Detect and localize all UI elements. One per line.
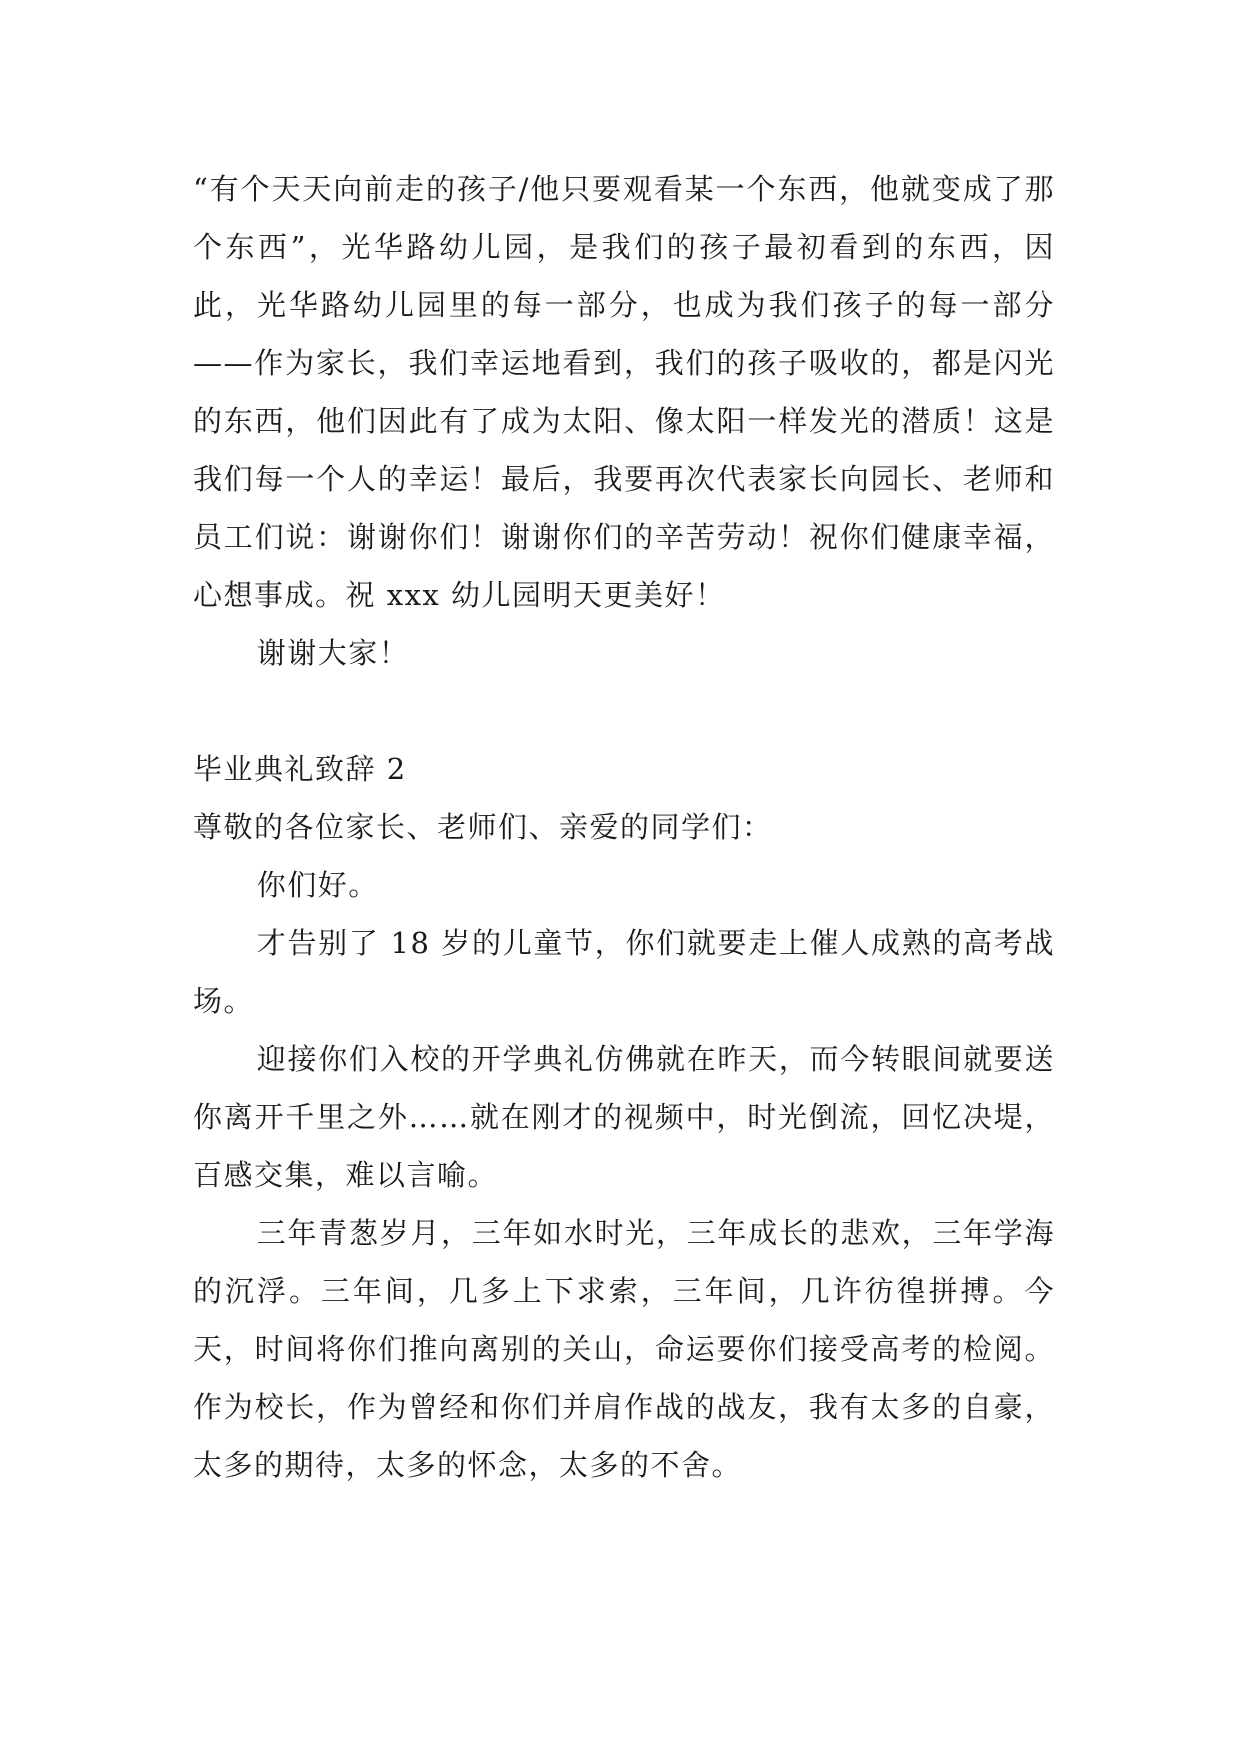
thanks-line: 谢谢大家！ [256,636,410,670]
continuation-paragraph: “有个天天向前走的孩子/他只要观看某一个东西，他就变成了那个东西”，光华路幼儿园，是我们的孩子最初看到的东西，因此，光华路幼儿园里的每一部分，也成为我们孩子的每一部分——作为家长，我们幸运地看到，我们的孩子吸收的，都是闪光的东西，他们因此有了成为太阳、像太阳一样发光的潜质！这是我们每一个人的幸运！最后，我要再次代表家长向园长、老师和员工们说：谢谢你们！谢谢你们的辛苦劳动！祝你们健康幸福，心想事成。祝 xxx 幼儿园明天更美好！ [193,172,1055,612]
body-paragraph-1: 才告别了 18 岁的儿童节，你们就要走上催人成熟的高考战场。 [193,926,1055,1018]
greeting-line: 你们好。 [256,868,379,902]
body-paragraph-2: 迎接你们入校的开学典礼仿佛就在昨天，而今转眼间就要送你离开千里之外……就在刚才的视频中，时光倒流，回忆决堤，百感交集，难以言喻。 [193,1042,1055,1192]
body-paragraph-3: 三年青葱岁月，三年如水时光，三年成长的悲欢，三年学海的沉浮。三年间，几多上下求索，三年间，几许彷徨拼搏。今天，时间将你们推向离别的关山，命运要你们接受高考的检阅。作为校长，作为曾经和你们并肩作战的战友，我有太多的自豪，太多的期待，太多的怀念，太多的不舍。 [193,1216,1055,1482]
section-title: 毕业典礼致辞 2 [193,752,407,786]
salutation-line: 尊敬的各位家长、老师们、亲爱的同学们： [193,810,773,844]
document-body [193,160,1055,1494]
